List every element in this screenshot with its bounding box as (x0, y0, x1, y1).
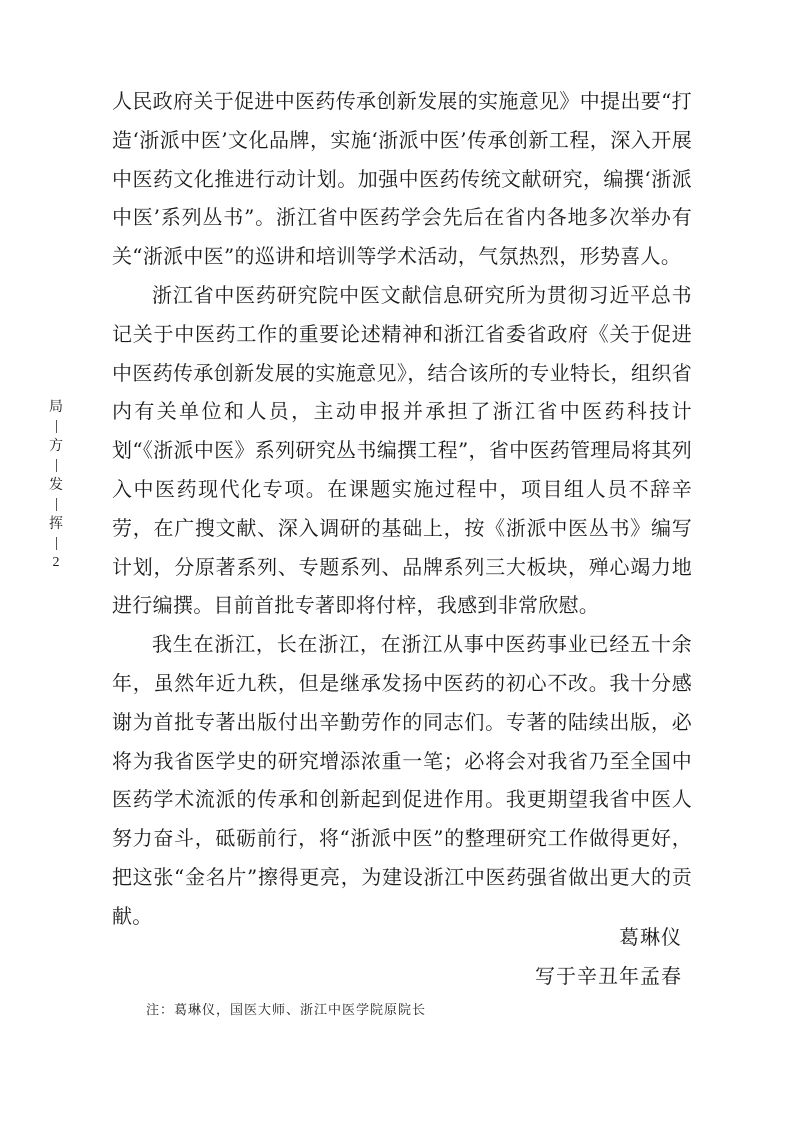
running-head-char: 局 (49, 399, 63, 415)
paragraph-3: 我生在浙江，长在浙江，在浙江从事中医药事业已经五十余年，虽然年近九秩，但是继承发扬中医药的初心不改。我十分感谢为首批专著出版付出辛勤劳作的同志们。专著的陆续出版，必将为我省医学史的研究增添浓重一笔；必将会对我省乃至全国中医药学术流派的传承和创新起到促进作用。我更期望我省中医人努力奋斗，砥砺前行，将“浙派中医”的整理研究工作做得更好，把这张“金名片”擦得更亮，为建设浙江中医药强省做出更大的贡献。 (112, 632, 692, 928)
preface-body (112, 82, 692, 936)
signature-block (535, 918, 682, 996)
page-number: 2 (52, 555, 60, 570)
running-head-char: 发 (49, 477, 63, 493)
running-head-divider (56, 498, 57, 511)
paragraph-2: 浙江省中医药研究院中医文献信息研究所为贯彻习近平总书记关于中医药工作的重要论述精神和浙江省委省政府《关于促进中医药传承创新发展的实施意见》，结合该所的专业特长，组织省内有关单位和人员，主动申报并承担了浙江省中医药科技计划“《浙派中医》系列研究丛书编撰工程”，省中医药管理局将其列入中医药现代化专项。在课题实施过程中，项目组人员不辞辛劳，在广搜文献、深入调研的基础上，按《浙派中医丛书》编写计划，分原著系列、专题系列、品牌系列三大板块，殚心竭力地进行编撰。目前首批专著即将付梓，我感到非常欣慰。 (112, 282, 692, 618)
running-head-vertical (46, 398, 66, 572)
signature-name: 葛琳仪 (619, 925, 682, 949)
author-note: 注：葛琳仪，国医大师、浙江中医学院原院长 (146, 1003, 427, 1018)
running-head-divider (56, 420, 57, 433)
signature-date: 写于辛丑年孟春 (535, 964, 682, 988)
paragraph-1: 人民政府关于促进中医药传承创新发展的实施意见》中提出要“打造‘浙派中医’文化品牌，实施‘浙派中医’传承创新工程，深入开展中医药文化推进行动计划。加强中医药传统文献研究，编撰‘浙派中医’系列丛书”。浙江省中医药学会先后在省内各地多次举办有关“浙派中医”的巡讲和培训等学术活动，气氛热烈，形势喜人。 (112, 89, 692, 269)
running-head-divider (56, 537, 57, 550)
running-head-char: 方 (49, 438, 63, 454)
running-head-divider (56, 459, 57, 472)
running-head-char: 挥 (49, 516, 63, 532)
